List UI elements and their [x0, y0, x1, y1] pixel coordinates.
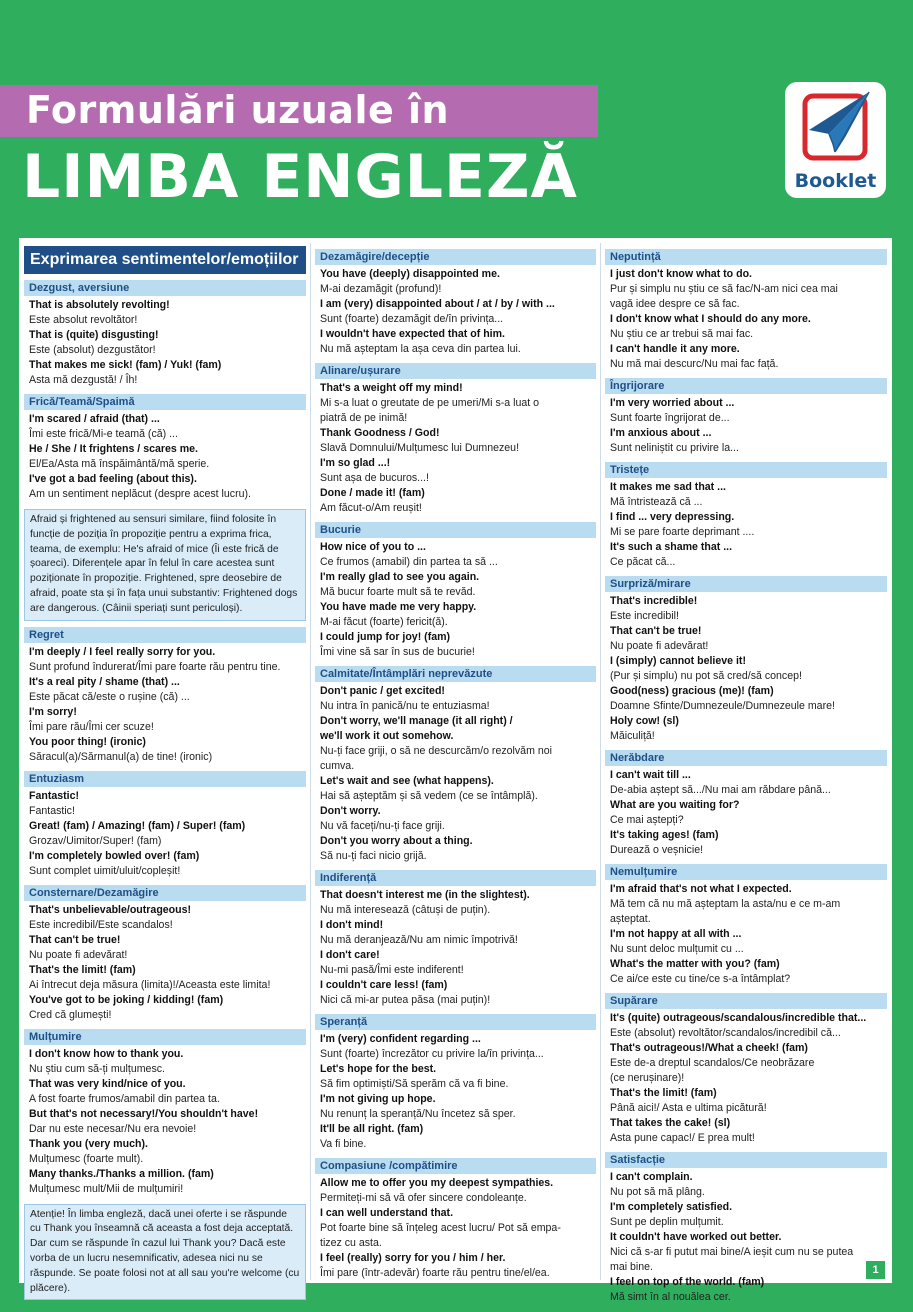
- phrase-translation: Nu poate fi adevărat!: [29, 948, 128, 961]
- phrase-translation: Sunt pe deplin mulțumit.: [610, 1216, 724, 1228]
- phrase-english: Many thanks./Thanks a million. (fam): [29, 1167, 214, 1180]
- column-left: [24, 243, 306, 1294]
- column-right: [605, 243, 887, 1303]
- info-note: Atenție! În limba engleză, dacă unei oferte i se răspunde cu Thank you înseamnă că aceasta a fost deja acceptată. Dar cum se răspunde în cazul lui Thank you? Dacă este vorba de un lucru nesemnificativ, adesea nici nu se răspunde. Se poate folosi not at all sau you're welcome (cu plăcere).: [24, 1204, 306, 1301]
- phrase-english: That was very kind/nice of you.: [29, 1077, 186, 1090]
- phrase-translation: Dar nu este necesar/Nu era nevoie!: [29, 1122, 197, 1135]
- phrase-english: I don't know how to thank you.: [29, 1047, 184, 1060]
- section-title-consternare-dezamagire: Consternare/Dezamăgire: [24, 885, 306, 901]
- phrase-translation: Este absolut revoltător!: [29, 314, 138, 326]
- phrase-translation: Mă întristează că ...: [610, 496, 703, 508]
- section-title-regret: Regret: [24, 627, 306, 643]
- phrase-english: I'm sorry!: [29, 705, 77, 718]
- phrase-translation: Hai să așteptăm și să vedem (ce se întâmplă).: [320, 790, 538, 802]
- phrase-translation: Nu mă mai descurc/Nu mai fac față.: [610, 358, 779, 370]
- phrase-english: That can't be true!: [610, 625, 702, 637]
- phrase-english: It's such a shame that ...: [610, 541, 733, 553]
- section-title-nerabdare: Nerăbdare: [605, 750, 887, 766]
- phrase-english: I'm completely bowled over! (fam): [29, 849, 200, 862]
- section-title-multumire: Mulțumire: [24, 1029, 306, 1045]
- phrase-translation: El/Ea/Asta mă înspăimântă/mă sperie.: [29, 458, 210, 470]
- phrase-english: You have (deeply) disappointed me.: [320, 268, 500, 280]
- phrase-translation: Este incredibil/Este scandalos!: [29, 918, 173, 931]
- phrase-translation: Este păcat că/este o rușine (că) ...: [29, 690, 190, 703]
- phrase-translation: Nici că s-ar fi putut mai bine/A ieșit cum nu se putea: [610, 1246, 854, 1258]
- phrase-english: That's unbelievable/outrageous!: [29, 903, 192, 916]
- section-title-compasiune-compatimire: Compasiune /compătimire: [315, 1158, 596, 1174]
- phrase-english: It makes me sad that ...: [610, 481, 726, 493]
- phrase-translation: A fost foarte frumos/amabil din partea ta.: [29, 1092, 220, 1105]
- section-title-speranta: Speranță: [315, 1014, 596, 1030]
- phrase-translation: Pot foarte bine să înțeleg acest lucru/ Pot să empa-: [320, 1222, 561, 1234]
- phrase-english: I don't mind!: [320, 919, 384, 931]
- phrase-english: I am (very) disappointed about / at / by / with ...: [320, 298, 555, 310]
- phrase-english: I wouldn't have expected that of him.: [320, 328, 505, 340]
- phrase-english: Allow me to offer you my deepest sympathies.: [320, 1177, 554, 1189]
- section-title-nemultumire: Nemulțumire: [605, 864, 887, 880]
- phrase-translation: Măiculiță!: [610, 730, 655, 742]
- phrase-english: I just don't know what to do.: [610, 268, 752, 280]
- phrase-english: It's taking ages! (fam): [610, 829, 719, 841]
- phrase-translation: Sunt neliniștit cu privire la...: [610, 442, 739, 454]
- phrase-english: Great! (fam) / Amazing! (fam) / Super! (fam): [29, 819, 246, 832]
- phrase-translation: Până aici!/ Asta e ultima picătură!: [610, 1102, 767, 1114]
- phrase-english: That doesn't interest me (in the slightest).: [320, 889, 530, 901]
- phrase-english: That is absolutely revolting!: [29, 299, 170, 311]
- phrase-english: Let's wait and see (what happens).: [320, 775, 494, 787]
- phrase-english: It's (quite) outrageous/scandalous/incredible that...: [610, 1012, 867, 1024]
- phrase-translation: Este (absolut) dezgustător!: [29, 344, 156, 356]
- column-divider: [310, 243, 311, 1280]
- phrase-english: Don't you worry about a thing.: [320, 835, 473, 847]
- phrase-english: That's incredible!: [610, 595, 698, 607]
- section-title-neputinta: Neputință: [605, 249, 887, 265]
- phrase-english: That's a weight off my mind!: [320, 382, 463, 394]
- phrase-english: I couldn't care less! (fam): [320, 979, 448, 991]
- phrase-translation: Ce ai/ce este cu tine/ce s-a întâmplat?: [610, 973, 791, 985]
- phrase-translation: (ce nerușinare)!: [610, 1072, 685, 1084]
- phrase-english: Don't worry.: [320, 805, 381, 817]
- phrase-english: That is (quite) disgusting!: [29, 329, 159, 341]
- phrase-translation: Fantastic!: [29, 804, 75, 817]
- phrase-translation: Ce mai aștepți?: [610, 814, 684, 826]
- column-middle: [315, 243, 596, 1280]
- phrase-translation: Mi s-a luat o greutate de pe umeri/Mi s-a luat o: [320, 397, 540, 409]
- phrase-translation: Ce păcat că...: [610, 556, 676, 568]
- phrase-translation: Sunt complet uimit/uluit/copleșit!: [29, 864, 181, 877]
- phrase-english: Don't worry, we'll manage (it all right) /: [320, 715, 513, 727]
- phrase-english: I can't handle it any more.: [610, 343, 740, 355]
- phrase-english: I'm completely satisfied.: [610, 1201, 733, 1213]
- phrase-english: I'm very worried about ...: [610, 397, 735, 409]
- info-note: Afraid și frightened au sensuri similare, fiind folosite în funcție de poziția în propoziție pentru a exprima frica, teama, de exemplu: He's afraid of mice (Îi este frică de șoareci). Diferențele apar în felul în care acestea sunt poziționate în propoziție. Frightened, spre deosebire de afraid, poate sta și în fața unui substantiv: Frightened dogs are dangerous. (Câinii speriați sunt periculoși).: [24, 509, 306, 621]
- phrase-english: It's a real pity / shame (that) ...: [29, 675, 180, 688]
- phrase-translation: Nu știu ce ar trebui să mai fac.: [610, 328, 754, 340]
- phrase-translation: Asta mă dezgustă! / Îh!: [29, 374, 138, 386]
- phrase-english: That's outrageous!/What a cheek! (fam): [610, 1042, 808, 1054]
- phrase-english: But that's not necessary!/You shouldn't have!: [29, 1107, 259, 1120]
- phrase-english: I'm scared / afraid (that) ...: [29, 413, 160, 425]
- phrase-translation: Nu poate fi adevărat!: [610, 640, 709, 652]
- phrase-translation: Îmi pare rău/Îmi cer scuze!: [29, 720, 154, 733]
- phrase-translation: vagă idee despre ce să fac.: [610, 298, 740, 310]
- phrase-english: I feel on top of the world. (fam): [610, 1276, 765, 1288]
- phrase-english: Let's hope for the best.: [320, 1063, 437, 1075]
- phrase-translation: Grozav/Uimitor/Super! (fam): [29, 834, 162, 847]
- phrase-english: I (simply) cannot believe it!: [610, 655, 746, 667]
- phrase-english: What are you waiting for?: [610, 799, 740, 811]
- phrase-english: You poor thing! (ironic): [29, 735, 146, 748]
- phrase-english: You have made me very happy.: [320, 601, 477, 613]
- main-heading: Exprimarea sentimentelor/emoțiilor: [24, 246, 306, 274]
- phrase-translation: Ai întrecut deja măsura (limita)!/Aceasta este limita!: [29, 978, 271, 991]
- phrase-english: Holy cow! (sl): [610, 715, 679, 727]
- phrase-translation: Sunt (foarte) încrezător cu privire la/în privința...: [320, 1048, 544, 1060]
- section-title-alinare-usurare: Alinare/ușurare: [315, 363, 596, 379]
- phrase-english: I'm deeply / I feel really sorry for you.: [29, 645, 216, 658]
- phrase-translation: M-ai dezamăgit (profund)!: [320, 283, 442, 295]
- phrase-translation: tizez cu asta.: [320, 1237, 382, 1249]
- phrase-translation: Să fim optimiști/Să sperăm că va fi bine.: [320, 1078, 509, 1090]
- phrase-english: Don't panic / get excited!: [320, 685, 445, 697]
- phrase-translation: De-abia aștept să.../Nu mai am răbdare până...: [610, 784, 831, 796]
- page-number: 1: [866, 1261, 885, 1279]
- logo-text: Booklet: [794, 170, 877, 192]
- phrase-english: I've got a bad feeling (about this).: [29, 473, 197, 485]
- section-title-suparare: Supărare: [605, 993, 887, 1009]
- phrase-translation: Am un sentiment neplăcut (despre acest lucru).: [29, 488, 251, 500]
- phrase-english: What's the matter with you? (fam): [610, 958, 780, 970]
- phrase-translation: Este (absolut) revoltător/scandalos/incredibil că...: [610, 1027, 841, 1039]
- section-title-surpriza-mirare: Surpriză/mirare: [605, 576, 887, 592]
- phrase-translation: Îmi este frică/Mi-e teamă (că) ...: [29, 428, 178, 440]
- phrase-english: I don't know what I should do any more.: [610, 313, 811, 325]
- section-title-satisfactie: Satisfacție: [605, 1152, 887, 1168]
- phrase-english: Fantastic!: [29, 789, 80, 802]
- phrase-translation: piatră de pe inimă!: [320, 412, 408, 424]
- phrase-english: That's the limit! (fam): [29, 963, 136, 976]
- phrase-translation: Nu renunț la speranță/Nu încetez să sper.: [320, 1108, 516, 1120]
- phrase-english: Good(ness) gracious (me)! (fam): [610, 685, 774, 697]
- phrase-english: Done / made it! (fam): [320, 487, 425, 499]
- phrase-english: He / She / It frightens / scares me.: [29, 443, 198, 455]
- phrase-english: You've got to be joking / kidding! (fam): [29, 993, 224, 1006]
- section-title-frica-teama-spaima: Frică/Teamă/Spaimă: [24, 394, 306, 410]
- phrase-translation: Sunt așa de bucuros...!: [320, 472, 429, 484]
- phrase-translation: Sunt foarte îngrijorat de...: [610, 412, 730, 424]
- phrase-translation: Nu intra în panică/nu te entuziasma!: [320, 700, 490, 712]
- phrase-translation: Nu sunt deloc mulțumit cu ...: [610, 943, 744, 955]
- section-title-indiferenta: Indiferență: [315, 870, 596, 886]
- phrase-translation: Nu știu cum să-ți mulțumesc.: [29, 1062, 165, 1075]
- phrase-translation: Să nu-ți faci nicio grijă.: [320, 850, 427, 862]
- booklet-logo: [785, 82, 886, 198]
- phrase-translation: Nu mă interesează (câtuși de puțin).: [320, 904, 491, 916]
- phrase-translation: M-ai făcut (foarte) fericit(ă).: [320, 616, 448, 628]
- phrase-english: It couldn't have worked out better.: [610, 1231, 782, 1243]
- phrase-translation: mai bine.: [610, 1261, 653, 1273]
- phrase-english: How nice of you to ...: [320, 541, 426, 553]
- phrase-translation: Doamne Sfinte/Dumnezeule/Dumnezeule mare!: [610, 700, 835, 712]
- phrase-translation: Nu vă faceți/nu-ți face griji.: [320, 820, 445, 832]
- phrase-english: I'm really glad to see you again.: [320, 571, 480, 583]
- phrase-translation: Este de-a dreptul scandalos/Ce neobrăzare: [610, 1057, 815, 1069]
- phrase-english: I'm anxious about ...: [610, 427, 712, 439]
- phrase-english: That can't be true!: [29, 933, 121, 946]
- section-title-dezgust-aversiune: Dezgust, aversiune: [24, 280, 306, 296]
- phrase-translation: Va fi bine.: [320, 1138, 367, 1150]
- phrase-english: I can't wait till ...: [610, 769, 691, 781]
- phrase-translation: Sunt profund îndurerat/Îmi pare foarte rău pentru tine.: [29, 660, 281, 673]
- phrase-translation: Ce frumos (amabil) din partea ta să ...: [320, 556, 498, 568]
- phrase-english: I find ... very depressing.: [610, 511, 735, 523]
- section-title-calmitate-intamplari-neprevazute: Calmitate/Întâmplări neprevăzute: [315, 666, 596, 682]
- phrase-translation: Este incredibil!: [610, 610, 679, 622]
- phrase-translation: Nu pot să mă plâng.: [610, 1186, 705, 1198]
- phrase-translation: (Pur și simplu) nu pot să cred/să concep!: [610, 670, 802, 682]
- phrase-translation: Cred că glumești!: [29, 1008, 112, 1021]
- phrase-english: I don't care!: [320, 949, 380, 961]
- phrase-translation: Mă bucur foarte mult să te revăd.: [320, 586, 476, 598]
- column-divider: [600, 243, 601, 1280]
- section-title-dezamagire-deceptie: Dezamăgire/decepție: [315, 249, 596, 265]
- phrase-translation: Nici că mi-ar putea păsa (mai puțin)!: [320, 994, 491, 1006]
- phrase-english: I'm afraid that's not what I expected.: [610, 883, 792, 895]
- phrase-english: I'm so glad ...!: [320, 457, 391, 469]
- phrase-english: I can well understand that.: [320, 1207, 454, 1219]
- phrase-translation: Nu-mi pasă/Îmi este indiferent!: [320, 964, 464, 976]
- paper-plane-icon: [799, 90, 872, 168]
- phrase-translation: Pur și simplu nu știu ce să fac/N-am nici cea mai: [610, 283, 838, 295]
- phrase-translation: așteptat.: [610, 913, 651, 925]
- phrase-translation: Asta pune capac!/ E prea mult!: [610, 1132, 755, 1144]
- phrase-translation: Nu mă deranjează/Nu am nimic împotrivă!: [320, 934, 518, 946]
- phrase-translation: Îmi vine să sar în sus de bucurie!: [320, 646, 475, 658]
- section-title-tristete: Tristețe: [605, 462, 887, 478]
- phrase-translation: Nu-ți face griji, o să ne descurcăm/o rezolvăm noi: [320, 745, 552, 757]
- phrase-english: I'm not giving up hope.: [320, 1093, 436, 1105]
- page-title-line2: LIMBA ENGLEZĂ: [22, 142, 578, 212]
- phrase-english: Thank Goodness / God!: [320, 427, 440, 439]
- phrase-translation: Am făcut-o/Am reușit!: [320, 502, 422, 514]
- phrase-english: That's the limit! (fam): [610, 1087, 717, 1099]
- phrase-english: I can't complain.: [610, 1171, 693, 1183]
- phrase-translation: Mă tem că nu mă așteptam la asta/nu e ce m-am: [610, 898, 841, 910]
- phrase-translation: Sunt (foarte) dezamăgit de/în privința...: [320, 313, 504, 325]
- phrase-translation: Săracul(a)/Sărmanul(a) de tine! (ironic): [29, 750, 213, 763]
- phrase-translation: Slavă Domnului/Mulțumesc lui Dumnezeu!: [320, 442, 520, 454]
- phrase-english: I could jump for joy! (fam): [320, 631, 451, 643]
- phrase-english: I'm (very) confident regarding ...: [320, 1033, 481, 1045]
- section-title-ingrijorare: Îngrijorare: [605, 378, 887, 394]
- phrase-translation: Permiteți-mi să vă ofer sincere condoleanțe.: [320, 1192, 527, 1204]
- phrase-translation: cumva.: [320, 760, 355, 772]
- phrase-translation: Mulțumesc (foarte mult).: [29, 1152, 144, 1165]
- phrase-english: That takes the cake! (sl): [610, 1117, 731, 1129]
- phrase-english: we'll work it out somehow.: [320, 730, 454, 742]
- phrase-english: I feel (really) sorry for you / him / her.: [320, 1252, 506, 1264]
- phrase-translation: Durează o veșnicie!: [610, 844, 704, 856]
- phrase-english: That makes me sick! (fam) / Yuk! (fam): [29, 359, 222, 371]
- phrase-translation: Mă simt în al nouălea cer.: [610, 1291, 731, 1303]
- phrase-english: Thank you (very much).: [29, 1137, 148, 1150]
- page-title-line1: Formulări uzuale în: [26, 88, 450, 132]
- phrase-english: I'm not happy at all with ...: [610, 928, 742, 940]
- section-title-entuziasm: Entuziasm: [24, 771, 306, 787]
- phrase-translation: Îmi pare (într-adevăr) foarte rău pentru tine/el/ea.: [320, 1267, 550, 1279]
- phrase-translation: Nu mă așteptam la așa ceva din partea lui.: [320, 343, 521, 355]
- phrase-english: It'll be all right. (fam): [320, 1123, 424, 1135]
- phrase-translation: Mulțumesc mult/Mii de mulțumiri!: [29, 1182, 184, 1195]
- phrase-translation: Mi se pare foarte deprimant ....: [610, 526, 755, 538]
- section-title-bucurie: Bucurie: [315, 522, 596, 538]
